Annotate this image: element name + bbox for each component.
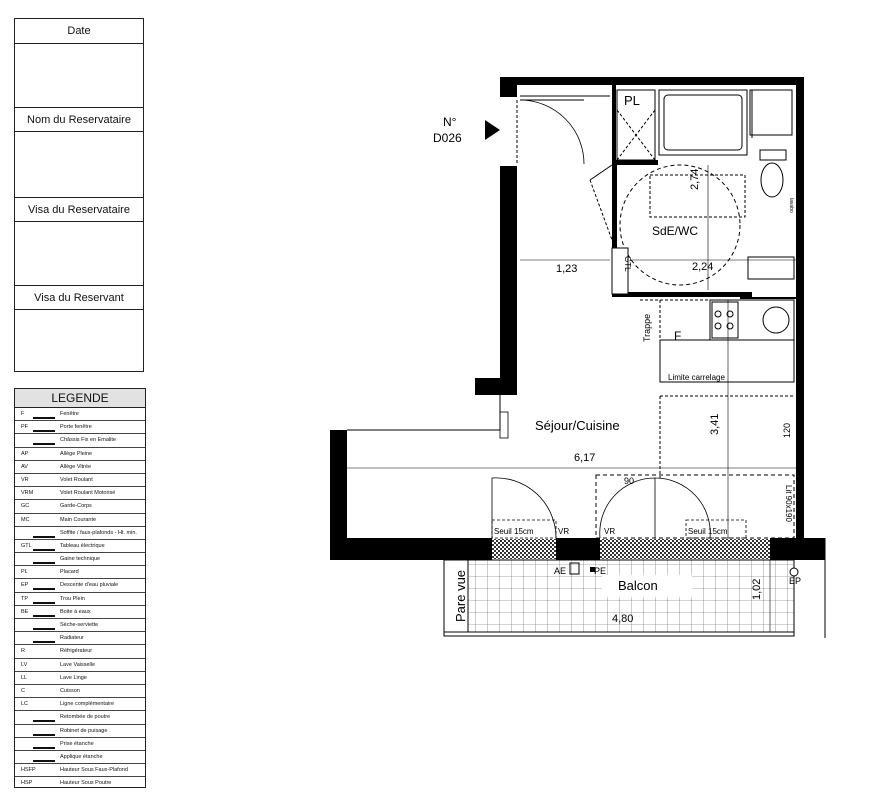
bath-width-dimension: 2,24 xyxy=(692,261,714,273)
legend-item xyxy=(15,579,145,592)
legend-code: TP xyxy=(21,595,29,602)
pe-label: PE xyxy=(594,566,607,576)
duct-icon xyxy=(33,556,55,564)
legend-symbol xyxy=(33,767,55,773)
legend-symbol xyxy=(33,490,55,496)
legend-label: Hauteur Sous Faux-Plafond xyxy=(60,767,128,774)
legend-item xyxy=(15,487,145,500)
legend-label: Soffite / faux-plafonds - Ht. min. xyxy=(60,529,137,536)
vr-right-label: VR xyxy=(604,527,616,536)
legend-list xyxy=(15,408,145,790)
legend-code: PF xyxy=(21,424,29,431)
legend-label: Lave Linge xyxy=(60,674,87,681)
legend-symbol xyxy=(33,648,55,654)
legend-symbol xyxy=(33,569,55,575)
unit-number: D026 xyxy=(433,131,462,145)
kitchen-f-label: F xyxy=(674,329,682,343)
tap-icon xyxy=(33,728,55,736)
legend-item xyxy=(15,711,145,724)
legend-label: Robinet de puisage xyxy=(60,727,108,734)
legend-item xyxy=(15,553,145,566)
legend-item xyxy=(15,632,145,645)
entry-width-dimension: 1,23 xyxy=(556,263,578,275)
legend-code: GC xyxy=(21,503,30,510)
legend-code: HSP xyxy=(21,780,33,787)
legend-item xyxy=(15,434,145,447)
legend-code: VRM xyxy=(21,490,34,497)
legend-label: Réfrigérateur xyxy=(60,648,93,655)
toilet xyxy=(750,90,792,197)
window-sill-left xyxy=(492,539,556,559)
bed-width-dimension: 90 xyxy=(624,476,635,486)
legend-label: Prise étanche xyxy=(60,740,94,747)
legend-item xyxy=(15,514,145,527)
radiator-icon xyxy=(500,412,508,438)
legend-label: Porte fenêtre xyxy=(60,424,92,431)
legend-symbol xyxy=(33,517,55,523)
exterior-walls xyxy=(330,77,825,560)
downpipe-icon xyxy=(33,582,55,590)
beam-drop-icon xyxy=(33,714,55,722)
legend-item xyxy=(15,474,145,487)
bed-label: Lit 90x190 xyxy=(784,485,793,522)
sill-left-label: Seuil 15cm xyxy=(494,527,534,536)
legend-symbol xyxy=(33,477,55,483)
legend-label: Applique étanche xyxy=(60,753,103,760)
legend-code: AP xyxy=(21,450,29,457)
form-visa-reservant-field[interactable] xyxy=(15,309,143,371)
legend-code: HSFP xyxy=(21,767,36,774)
legend-item xyxy=(15,461,145,474)
legend-item xyxy=(15,448,145,461)
form-visa-reservataire-field[interactable] xyxy=(15,221,143,285)
legend-code: LV xyxy=(21,661,28,668)
form-date-label: Date xyxy=(67,25,91,37)
legend-label: Gaine technique xyxy=(60,556,101,563)
waterproof-light-icon xyxy=(33,754,55,762)
legend-code: GTL xyxy=(21,542,32,549)
form-name-field[interactable] xyxy=(15,131,143,197)
legend-item xyxy=(15,606,145,619)
legend-label: Tableau électrique xyxy=(60,542,105,549)
balcony-label: Balcon xyxy=(618,578,658,593)
legend-code: R xyxy=(21,648,25,655)
legend-label: Cuisson xyxy=(60,687,80,694)
legend-label: Retombée de poutre xyxy=(60,714,111,721)
legend-label: Ligne complémentaire xyxy=(60,701,115,708)
legend-label: Allège Vitrée xyxy=(60,463,92,470)
legend-item xyxy=(15,421,145,434)
legend-label: Allège Pleine xyxy=(60,450,93,457)
floor-plan-svg xyxy=(320,60,870,660)
towel-dryer-icon xyxy=(33,622,55,630)
window-sill-right xyxy=(600,539,770,559)
legend-symbol xyxy=(33,464,55,470)
legend-code: BE xyxy=(21,608,29,615)
soffit-icon xyxy=(33,530,55,538)
legend-symbol xyxy=(33,503,55,509)
bathroom-label: SdE/WC xyxy=(652,224,699,238)
legend-code: LC xyxy=(21,701,29,708)
legend-item xyxy=(15,619,145,632)
legend-item xyxy=(15,685,145,698)
legend-panel xyxy=(14,388,146,788)
balcony-depth-dimension: 1,02 xyxy=(751,578,763,600)
tiling-limit-label: Limite carrelage xyxy=(668,373,725,382)
legend-label: Fenêtre xyxy=(60,411,79,417)
legend-item xyxy=(15,764,145,777)
legend-label: Radiateur xyxy=(60,635,84,642)
legend-code: AV xyxy=(21,463,28,470)
legend-code: LL xyxy=(21,674,28,681)
ep-label: EP xyxy=(789,576,802,586)
kitchen-counter xyxy=(640,300,794,478)
ae-label: AE xyxy=(554,566,567,576)
legend-item xyxy=(15,408,145,421)
bathtub xyxy=(659,90,747,155)
legend-code: C xyxy=(21,687,25,694)
legend-code: PL xyxy=(21,569,28,576)
legend-label: Lave Vaisselle xyxy=(60,661,96,668)
legend-label: Trou Plein xyxy=(60,595,85,602)
floor-plan xyxy=(320,60,870,660)
legend-code: F xyxy=(21,411,25,417)
closet-label: PL xyxy=(624,93,640,108)
entry-door xyxy=(517,96,610,164)
legend-label: Volet Roulant xyxy=(60,476,93,483)
legend-item xyxy=(15,540,145,553)
legend-item xyxy=(15,672,145,685)
legend-code: EP xyxy=(21,582,29,589)
legend-label: Placard xyxy=(60,569,79,576)
sill-right-label: Seuil 15cm xyxy=(688,527,728,536)
legend-item xyxy=(15,725,145,738)
legend-item xyxy=(15,645,145,658)
legend-item xyxy=(15,751,145,764)
radiator-icon xyxy=(33,635,55,643)
legend-label: Volet Roulant Motorisé xyxy=(60,490,116,497)
legend-symbol xyxy=(33,675,55,681)
bath-depth-dimension: 2,74 xyxy=(689,168,701,190)
legend-symbol xyxy=(33,780,55,786)
legend-code: MC xyxy=(21,516,30,523)
legend-title: LEGENDE xyxy=(15,389,145,408)
legend-item xyxy=(15,698,145,711)
living-width-dimension: 6,17 xyxy=(574,452,596,464)
gtl-label: GTL xyxy=(623,256,632,272)
french-door-icon xyxy=(33,424,55,432)
trappe-label: Trappe xyxy=(642,313,652,342)
fixed-frame-icon xyxy=(33,437,55,445)
downpipe-icon xyxy=(790,568,798,576)
legend-symbol xyxy=(33,662,55,668)
vr-left-label: VR xyxy=(558,527,570,536)
solid-hole-icon xyxy=(33,596,55,604)
legend-label: Garde-Corps xyxy=(60,503,92,510)
legend-item xyxy=(15,659,145,672)
form-visa-reservant-label: Visa du Reservant xyxy=(15,285,143,309)
legend-label: Descente d'eau pluviale xyxy=(60,582,119,589)
legend-code: VR xyxy=(21,476,29,483)
legend-label: Châssis Fix en Emalite xyxy=(60,437,116,444)
entry-arrow-icon xyxy=(485,120,500,140)
legend-symbol xyxy=(33,688,55,694)
legend-item xyxy=(15,593,145,606)
side-height-dimension: 120 xyxy=(782,422,792,438)
legend-label: Sèche-serviette xyxy=(60,622,99,628)
gtl-icon xyxy=(33,543,55,551)
legend-symbol xyxy=(33,701,55,707)
washbasin-label: lavabo xyxy=(788,198,794,213)
legend-item xyxy=(15,500,145,513)
legend-label: Hauteur Sous Poutre xyxy=(60,780,112,787)
unit-number-label: N° xyxy=(443,115,457,129)
form-visa-reservataire-label: Visa du Reservataire xyxy=(15,197,143,221)
living-label: Séjour/Cuisine xyxy=(535,418,620,433)
legend-item xyxy=(15,566,145,579)
form-name-label: Nom du Reservataire xyxy=(15,107,143,131)
legend-item xyxy=(15,527,145,540)
legend-label: Main Courante xyxy=(60,516,97,523)
legend-symbol xyxy=(33,451,55,457)
window-icon xyxy=(33,411,55,419)
water-box-icon xyxy=(33,609,55,617)
legend-label: Boite à eaux xyxy=(60,608,91,615)
form-date-field[interactable] xyxy=(15,43,143,107)
legend-item xyxy=(15,738,145,751)
legend-item xyxy=(15,777,145,790)
living-depth-dimension: 3,41 xyxy=(709,413,721,435)
reservation-form xyxy=(14,18,144,372)
pare-vue-label: Pare vue xyxy=(453,569,468,622)
balcony-width-dimension: 4,80 xyxy=(612,613,634,625)
waterproof-socket-icon xyxy=(33,741,55,749)
